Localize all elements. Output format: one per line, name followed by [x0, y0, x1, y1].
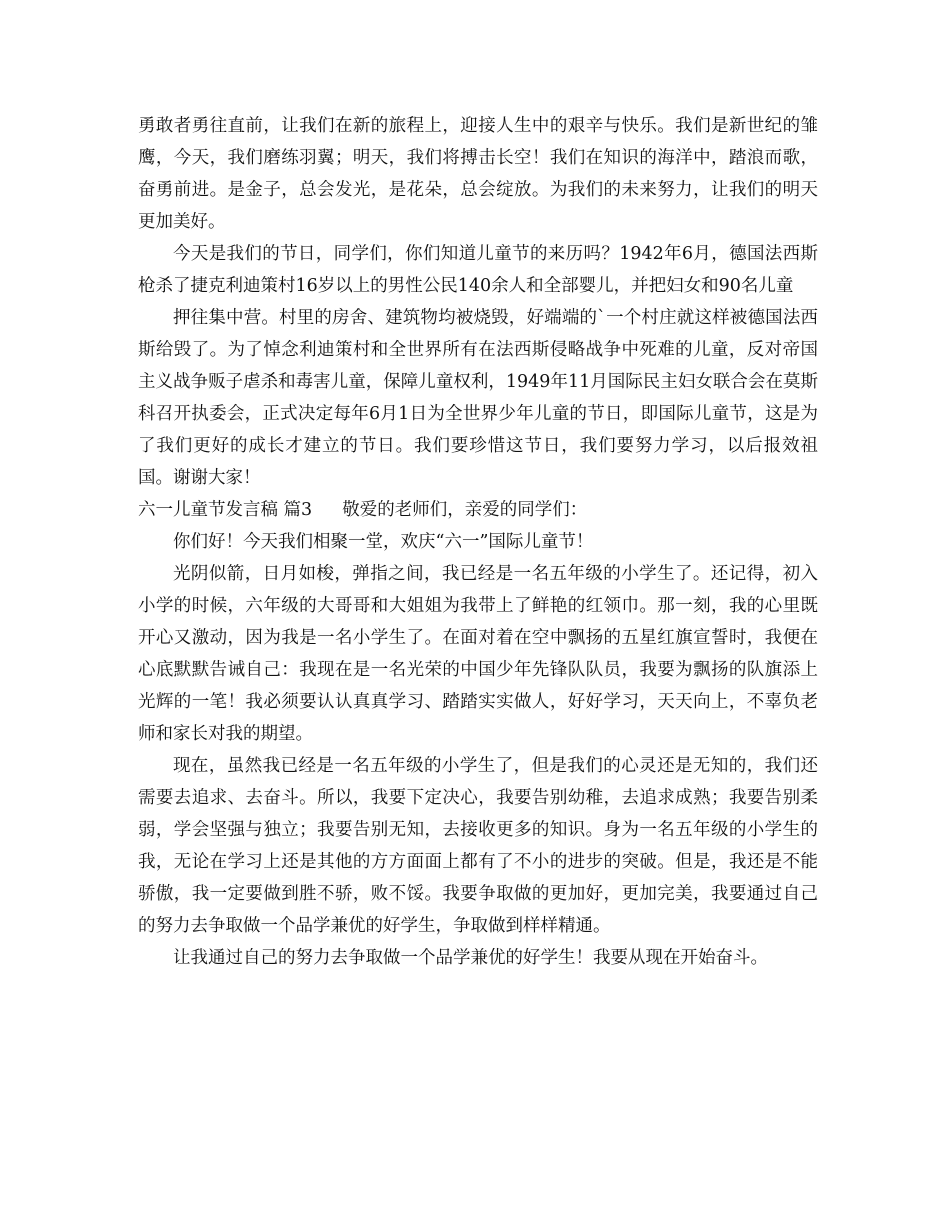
salutation: 敬爱的老师们，亲爱的同学们：: [342, 500, 588, 520]
paragraph-memory: 光阴似箭，日月如梭，弹指之间，我已经是一名五年级的小学生了。还记得，初入小学的时候，六年级的大哥哥和大姐姐为我带上了鲜艳的红领巾。那一刻，我的心里既开心又激动，因为我是一名小学生了。在面对着在空中飘扬的五星红旗宣誓时，我便在心底默默告诫自己：我现在是一名光荣的中国少年先锋队队员，我要为飘扬的队旗添上光辉的一笔！我必须要认认真真学习、踏踏实实做人，好好学习，天天向上，不辜负老师和家长对我的期望。: [138, 564, 818, 744]
paragraph-history: 今天是我们的节日，同学们，你们知道儿童节的来历吗？1942年6月，德国法西斯枪杀了捷克利迪策村16岁以上的男性公民140余人和全部婴儿，并把妇女和90名儿童: [138, 244, 818, 296]
paragraph-closing: 让我通过自己的努力去争取做一个品学兼优的好学生！我要从现在开始奋斗。: [173, 948, 768, 968]
paragraph-greeting: 你们好！今天我们相聚一堂，欢庆“六一”国际儿童节！: [173, 532, 594, 552]
section-heading: [138, 494, 818, 526]
document-body: [138, 110, 818, 974]
section-title: 六一儿童节发言稿 篇3: [138, 500, 313, 520]
paragraph-resolve: 现在，虽然我已经是一名五年级的小学生了，但是我们的心灵还是无知的，我们还需要去追求、去奋斗。所以，我要下定决心，我要告别幼稚，去追求成熟；我要告别柔弱，学会坚强与独立；我要告别无知，去接收更多的知识。身为一名五年级的小学生的我，无论在学习上还是其他的方方面面上都有了不小的进步的突破。但是，我还是不能骄傲，我一定要做到胜不骄，败不馁。我要争取做的更加好，更加完美，我要通过自己的努力去争取做一个品学兼优的好学生，争取做到样样精通。: [138, 756, 818, 936]
paragraph-history-continued: 押往集中营。村里的房舍、建筑物均被烧毁，好端端的`一个村庄就这样被德国法西斯给毁了。为了悼念利迪策村和全世界所有在法西斯侵略战争中死难的儿童，反对帝国主义战争贩子虐杀和毒害儿童，保障儿童权利，1949年11月国际民主妇女联合会在莫斯科召开执委会，正式决定每年6月1日为全世界少年儿童的节日，即国际儿童节，这是为了我们更好的成长才建立的节日。我们要珍惜这节日，我们要努力学习，以后报效祖国。谢谢大家！: [138, 308, 818, 488]
paragraph-continuation: 勇敢者勇往直前，让我们在新的旅程上，迎接人生中的艰辛与快乐。我们是新世纪的雏鹰，今天，我们磨练羽翼；明天，我们将搏击长空！我们在知识的海洋中，踏浪而歌，奋勇前进。是金子，总会发光，是花朵，总会绽放。为我们的未来努力，让我们的明天更加美好。: [138, 116, 818, 232]
